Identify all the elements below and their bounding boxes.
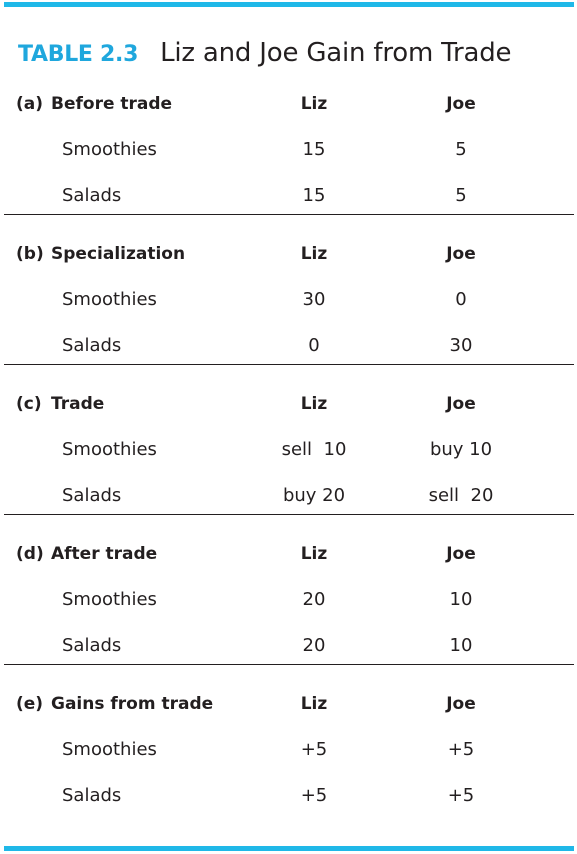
column-header-joe: Joe bbox=[446, 94, 476, 114]
cell-liz: 15 bbox=[302, 185, 326, 206]
section-before-trade bbox=[4, 64, 574, 215]
table-row-smoothies bbox=[4, 588, 574, 612]
section-letter: (b) bbox=[16, 244, 44, 264]
cell-liz: 30 bbox=[302, 289, 326, 310]
column-header-joe: Joe bbox=[446, 694, 476, 714]
cell-joe: 10 bbox=[449, 589, 473, 610]
section-letter: (d) bbox=[16, 544, 44, 564]
row-label: Smoothies bbox=[62, 739, 157, 760]
row-label: Salads bbox=[62, 635, 122, 656]
cell-liz: buy 20 bbox=[282, 485, 346, 506]
row-label: Salads bbox=[62, 485, 122, 506]
cell-liz: +5 bbox=[300, 739, 328, 760]
table-row-smoothies bbox=[4, 288, 574, 312]
section-header-row bbox=[4, 392, 574, 416]
row-label: Smoothies bbox=[62, 439, 157, 460]
section-after-trade bbox=[4, 514, 574, 665]
table-number: TABLE 2.3 bbox=[18, 42, 139, 67]
section-letter: (a) bbox=[16, 94, 44, 114]
section-header-row bbox=[4, 92, 574, 116]
cell-liz: 0 bbox=[308, 335, 320, 356]
section-letter: (c) bbox=[16, 394, 42, 414]
cell-liz: 20 bbox=[302, 635, 326, 656]
table-title: Liz and Joe Gain from Trade bbox=[160, 38, 512, 68]
section-title: Trade bbox=[51, 394, 105, 414]
table-row-salads bbox=[4, 484, 574, 508]
column-header-joe: Joe bbox=[446, 544, 476, 564]
table-row-smoothies bbox=[4, 438, 574, 462]
cell-joe: 30 bbox=[449, 335, 473, 356]
bottom-accent-rule bbox=[4, 846, 574, 851]
cell-joe: buy 10 bbox=[429, 439, 493, 460]
column-header-liz: Liz bbox=[300, 244, 328, 264]
cell-liz: 15 bbox=[302, 139, 326, 160]
top-accent-rule bbox=[4, 2, 574, 7]
cell-joe: 5 bbox=[455, 185, 467, 206]
section-title: Gains from trade bbox=[51, 694, 214, 714]
row-label: Salads bbox=[62, 785, 122, 806]
row-label: Salads bbox=[62, 185, 122, 206]
table-row-salads bbox=[4, 784, 574, 808]
table-row-salads bbox=[4, 334, 574, 358]
cell-joe: +5 bbox=[447, 739, 475, 760]
section-header-row bbox=[4, 692, 574, 716]
column-header-liz: Liz bbox=[300, 694, 328, 714]
column-header-liz: Liz bbox=[300, 544, 328, 564]
column-header-liz: Liz bbox=[300, 94, 328, 114]
cell-liz: 20 bbox=[302, 589, 326, 610]
column-header-joe: Joe bbox=[446, 394, 476, 414]
table-row-smoothies bbox=[4, 138, 574, 162]
section-trade bbox=[4, 364, 574, 515]
section-gains-from-trade bbox=[4, 664, 574, 814]
section-header-row bbox=[4, 242, 574, 266]
section-title: Before trade bbox=[51, 94, 173, 114]
cell-joe: 0 bbox=[455, 289, 467, 310]
section-specialization bbox=[4, 214, 574, 365]
section-title: Specialization bbox=[51, 244, 186, 264]
table-row-salads bbox=[4, 634, 574, 658]
cell-joe: sell 20 bbox=[428, 485, 494, 506]
cell-liz: sell 10 bbox=[281, 439, 347, 460]
section-letter: (e) bbox=[16, 694, 44, 714]
cell-liz: +5 bbox=[300, 785, 328, 806]
column-header-joe: Joe bbox=[446, 244, 476, 264]
row-label: Smoothies bbox=[62, 589, 157, 610]
row-label: Smoothies bbox=[62, 139, 157, 160]
section-header-row bbox=[4, 542, 574, 566]
cell-joe: +5 bbox=[447, 785, 475, 806]
cell-joe: 5 bbox=[455, 139, 467, 160]
column-header-liz: Liz bbox=[300, 394, 328, 414]
row-label: Smoothies bbox=[62, 289, 157, 310]
table-row-salads bbox=[4, 184, 574, 208]
section-title: After trade bbox=[51, 544, 158, 564]
table-row-smoothies bbox=[4, 738, 574, 762]
row-label: Salads bbox=[62, 335, 122, 356]
cell-joe: 10 bbox=[449, 635, 473, 656]
